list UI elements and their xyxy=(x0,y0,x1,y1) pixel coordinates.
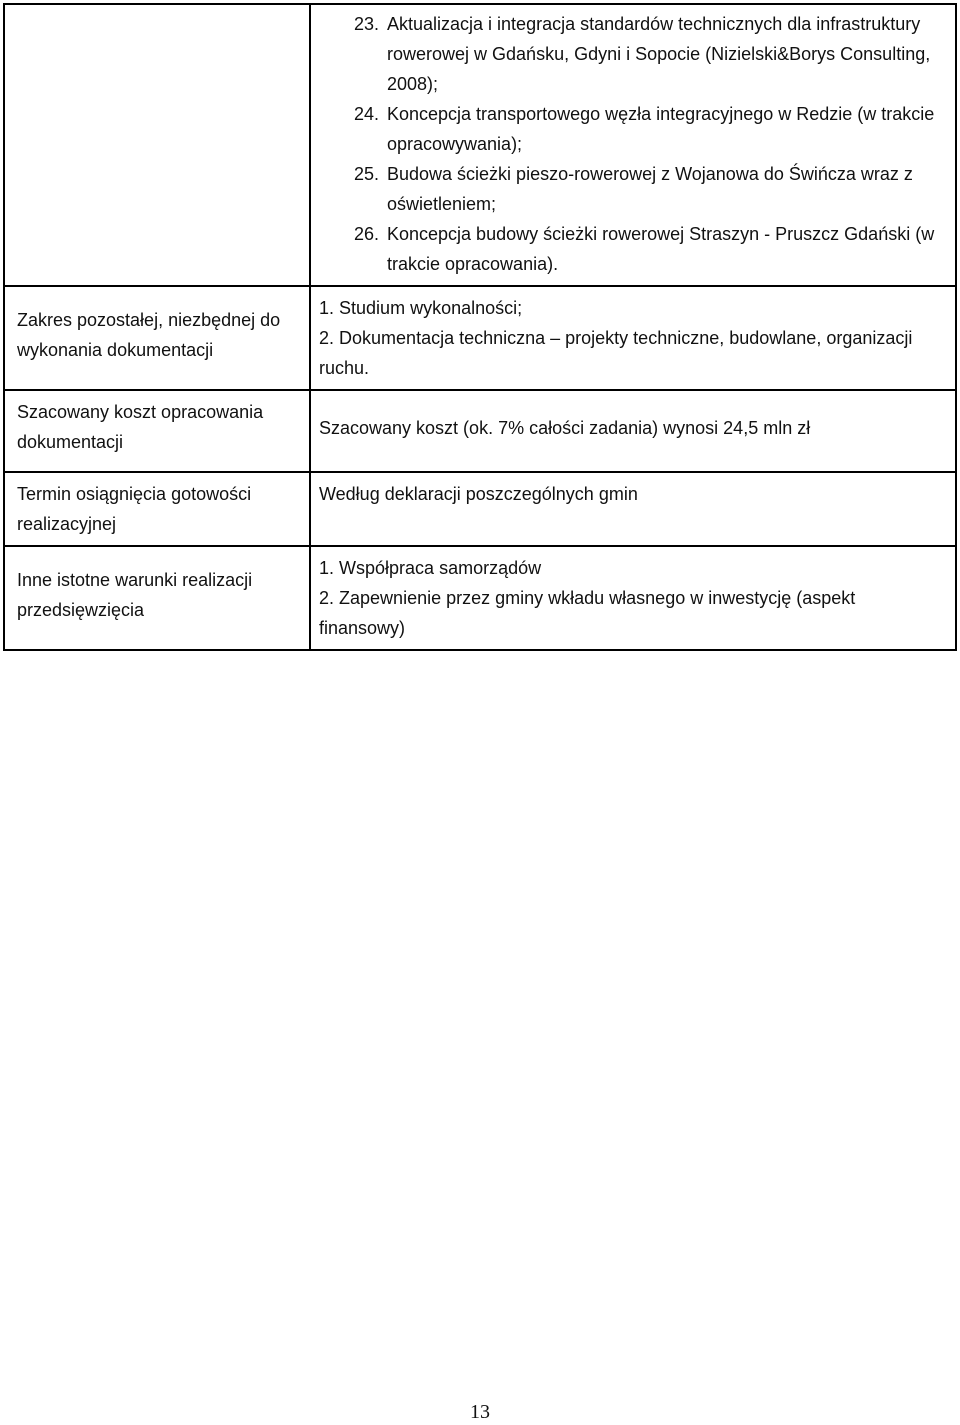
references-list xyxy=(354,9,945,279)
item-number: 1. xyxy=(319,298,335,318)
item-number: 23. xyxy=(354,14,380,34)
item-text: Zapewnienie przez gminy wkładu własnego w inwestycję (aspekt finansowy) xyxy=(319,588,856,638)
item-number: 24. xyxy=(354,104,380,124)
references-label-cell xyxy=(4,4,310,286)
list-item xyxy=(354,9,945,99)
scope-row xyxy=(4,286,956,390)
item-text: Koncepcja transportowego węzła integracyjnego w Redzie (w trakcie opracowywania); xyxy=(387,104,935,154)
deadline-cell xyxy=(310,472,956,546)
item-text: Budowa ścieżki pieszo-rowerowej z Wojanowa do Świńcza wraz z oświetleniem; xyxy=(387,164,913,214)
item-number: 1. xyxy=(319,558,335,578)
deadline-label-text: Termin osiągnięcia gotowości realizacyjnej xyxy=(17,484,252,534)
deadline-row xyxy=(4,472,956,546)
document-table xyxy=(3,3,957,651)
list-item xyxy=(319,323,945,383)
cost-value: Szacowany koszt (ok. 7% całości zadania) wynosi 24,5 mln zł xyxy=(319,418,811,438)
scope-label-text: Zakres pozostałej, niezbędnej do wykonania dokumentacji xyxy=(17,310,281,360)
conditions-label xyxy=(4,546,310,650)
scope-cell xyxy=(310,286,956,390)
list-item xyxy=(319,293,945,323)
item-text: Współpraca samorządów xyxy=(339,558,542,578)
conditions-cell xyxy=(310,546,956,650)
references-cell xyxy=(310,4,956,286)
list-item xyxy=(354,219,945,279)
cost-label xyxy=(4,390,310,472)
list-item xyxy=(354,99,945,159)
list-item xyxy=(354,159,945,219)
item-number: 2. xyxy=(319,328,335,348)
item-text: Dokumentacja techniczna – projekty techniczne, budowlane, organizacji ruchu. xyxy=(319,328,913,378)
cost-cell xyxy=(310,390,956,472)
item-number: 2. xyxy=(319,588,335,608)
references-row xyxy=(4,4,956,286)
conditions-label-text: Inne istotne warunki realizacji przedsięwzięcia xyxy=(17,570,253,620)
item-number: 25. xyxy=(354,164,380,184)
cost-row xyxy=(4,390,956,472)
conditions-row xyxy=(4,546,956,650)
page-number: 13 xyxy=(470,1401,490,1423)
deadline-label xyxy=(4,472,310,546)
deadline-value: Według deklaracji poszczególnych gmin xyxy=(319,484,638,504)
list-item xyxy=(319,553,945,583)
item-number: 26. xyxy=(354,224,380,244)
cost-label-text: Szacowany koszt opracowania dokumentacji xyxy=(17,402,264,452)
scope-label xyxy=(4,286,310,390)
item-text: Koncepcja budowy ścieżki rowerowej Straszyn - Pruszcz Gdański (w trakcie opracowania). xyxy=(387,224,935,274)
item-text: Studium wykonalności; xyxy=(339,298,523,318)
item-text: Aktualizacja i integracja standardów technicznych dla infrastruktury rowerowej w Gdańsku, Gdyni i Sopocie (Nizielski&Borys Consulting, 2008); xyxy=(387,14,931,94)
list-item xyxy=(319,583,945,643)
